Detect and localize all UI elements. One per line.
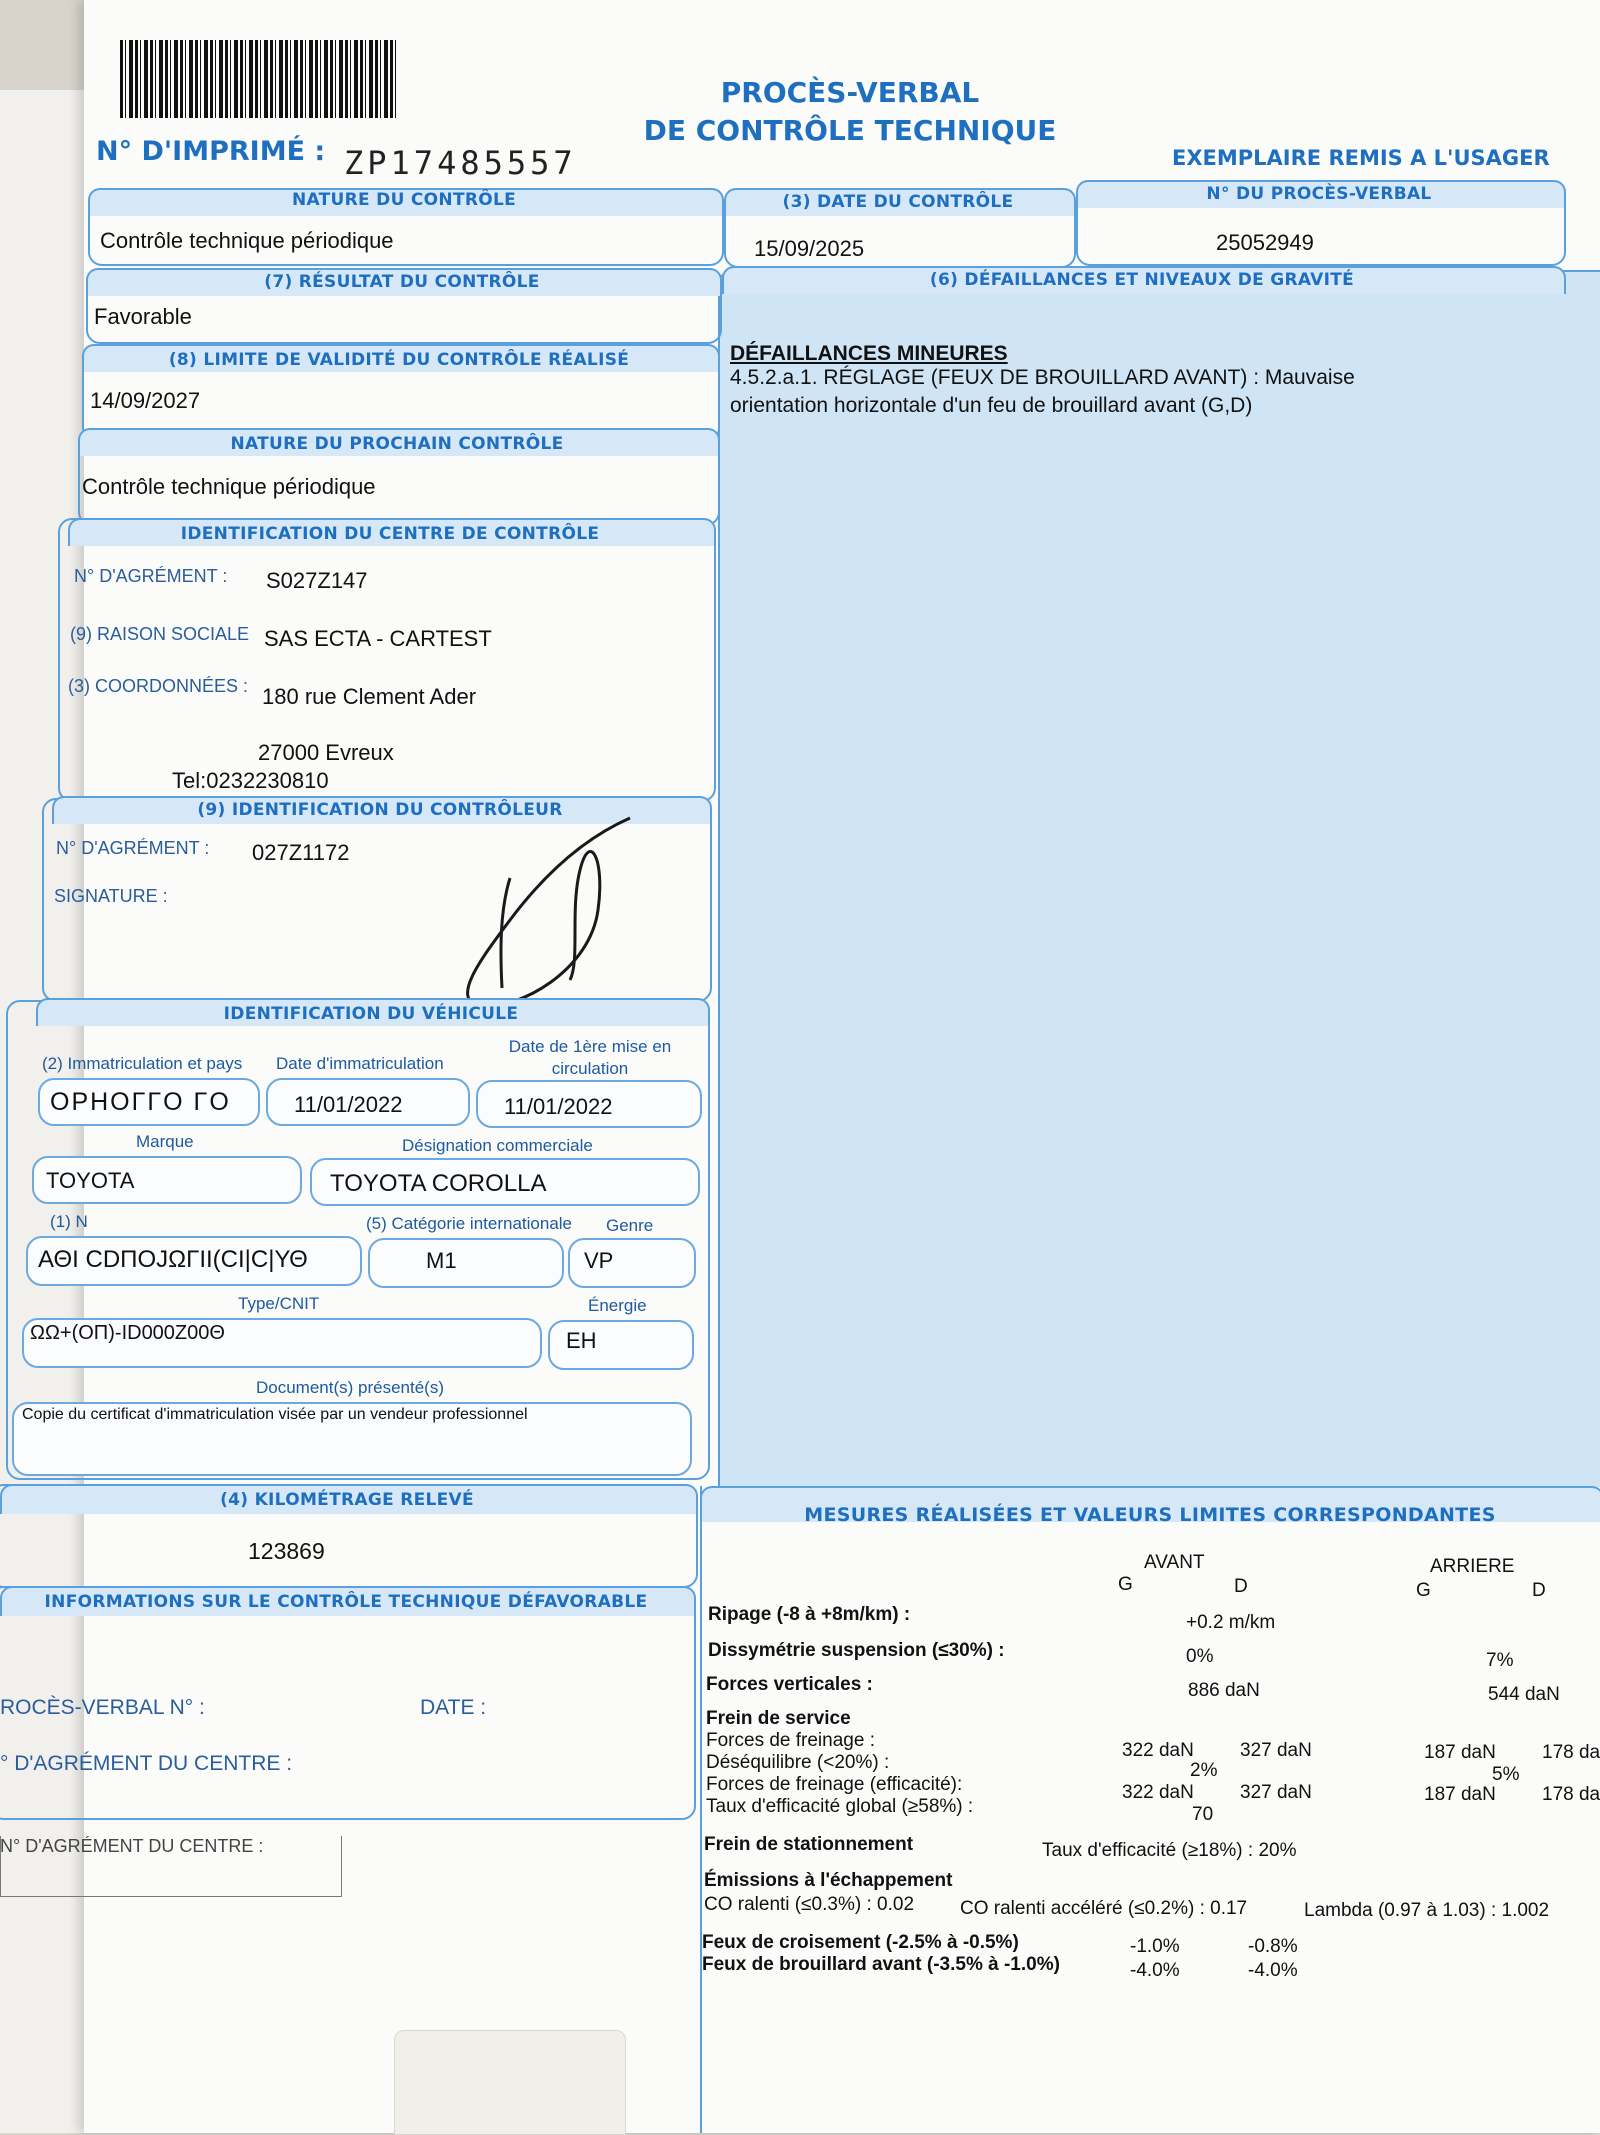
genre-value: VP: [584, 1248, 614, 1273]
nature-controle-value: Contrôle technique périodique: [100, 228, 394, 253]
resultat-label: (7) RÉSULTAT DU CONTRÔLE: [264, 272, 540, 292]
document-title-line1: PROCÈS-VERBAL: [720, 76, 980, 109]
date-immat-label: Date d'immatriculation: [276, 1054, 444, 1073]
controleur-agrement-label: N° D'AGRÉMENT :: [56, 838, 210, 858]
documents-value: Copie du certificat d'immatriculation visée par un vendeur professionnel: [22, 1406, 528, 1423]
kilometrage-label: (4) KILOMÉTRAGE RELEVÉ: [220, 1490, 474, 1510]
deseq-label: Déséquilibre (<20%) :: [706, 1752, 890, 1773]
ffe-arriere-d: 178 da: [1542, 1784, 1600, 1805]
centre-label: IDENTIFICATION DU CENTRE DE CONTRÔLE: [180, 524, 600, 544]
dissym-label: Dissymétrie suspension (≤30%) :: [708, 1640, 1005, 1661]
dissym-arriere: 7%: [1486, 1650, 1514, 1671]
ffe-avant-d: 327 daN: [1240, 1782, 1312, 1803]
taux-value: 70: [1192, 1804, 1214, 1825]
arriere-d-label: D: [1532, 1580, 1546, 1601]
avant-g-label: G: [1118, 1574, 1133, 1595]
date-controle-value: 15/09/2025: [754, 236, 865, 261]
mesures-label: MESURES RÉALISÉES ET VALEURS LIMITES CORRESPONDANTES: [804, 1504, 1496, 1526]
vin-label: (1) N: [50, 1212, 88, 1231]
co-ralenti: CO ralenti (≤0.3%) : 0.02: [704, 1894, 915, 1915]
designation-value: TOYOTA COROLLA: [330, 1170, 547, 1197]
defaillance-line2: orientation horizontale d'un feu de brouillard avant (G,D): [730, 394, 1253, 417]
defavorable-date-label: DATE :: [420, 1696, 487, 1719]
deseq-avant: 2%: [1190, 1760, 1218, 1781]
date-immat-value: 11/01/2022: [294, 1092, 403, 1117]
date-circ-label: Date de 1ère mise en circulation: [508, 1037, 672, 1078]
ffe-label: Forces de freinage (efficacité):: [706, 1774, 963, 1795]
defavorable-label: INFORMATIONS SUR LE CONTRÔLE TECHNIQUE DÉFAVORABLE: [44, 1592, 648, 1612]
controleur-agrement-value: 027Z1172: [252, 840, 350, 865]
address-line1: 180 rue Clement Ader: [262, 684, 477, 709]
taux-label: Taux d'efficacité global (≥58%) :: [706, 1796, 974, 1817]
address-line2: 27000 Evreux: [258, 740, 394, 765]
emissions-label: Émissions à l'échappement: [704, 1870, 953, 1891]
categorie-value: M1: [426, 1248, 457, 1273]
envelope-window: [394, 2030, 626, 2135]
defavorable-agrement-label: ° D'AGRÉMENT DU CENTRE :: [0, 1752, 293, 1775]
frein-service-label: Frein de service: [706, 1708, 851, 1729]
energie-value: EH: [566, 1328, 597, 1353]
ffe-arriere-g: 187 daN: [1424, 1784, 1496, 1805]
croisement-d: -0.8%: [1248, 1936, 1298, 1957]
limite-label: (8) LIMITE DE VALIDITÉ DU CONTRÔLE RÉALISÉ: [168, 350, 630, 370]
dissym-avant: 0%: [1186, 1646, 1214, 1667]
defaillances-heading: DÉFAILLANCES MINEURES: [730, 342, 1008, 365]
categorie-field: [368, 1238, 564, 1288]
co-accel: CO ralenti accéléré (≤0.2%) : 0.17: [960, 1898, 1248, 1919]
imprime-label: N° D'IMPRIMÉ :: [96, 136, 326, 167]
prochain-value: Contrôle technique périodique: [82, 474, 376, 499]
genre-label: Genre: [606, 1216, 654, 1235]
centre-agrement-value: S027Z147: [266, 568, 368, 593]
date-circ-value: 11/01/2022: [504, 1094, 613, 1119]
arriere-g-label: G: [1416, 1580, 1431, 1601]
limite-value: 14/09/2027: [90, 388, 201, 413]
defaillances-label: (6) DÉFAILLANCES ET NIVEAUX DE GRAVITÉ: [929, 270, 1355, 290]
vin-value: ΑΘΙ CDΠOJΩΓΙΙ(CΙ|C|ΥΘ: [38, 1246, 308, 1273]
forces-vert-avant: 886 daN: [1188, 1680, 1260, 1701]
type-value: ΩΩ+(ΟΠ)-ΙD000Z00Θ: [30, 1322, 225, 1344]
num-pv-label: N° DU PROCÈS-VERBAL: [1206, 184, 1432, 204]
ff-avant-g: 322 daN: [1122, 1740, 1194, 1761]
designation-label: Désignation commerciale: [402, 1136, 593, 1155]
brouillard-g: -4.0%: [1130, 1960, 1180, 1981]
immat-label: (2) Immatriculation et pays: [42, 1054, 243, 1073]
vehicule-label: IDENTIFICATION DU VÉHICULE: [223, 1004, 519, 1024]
document-title-line2: DE CONTRÔLE TECHNIQUE: [643, 114, 1057, 147]
type-label: Type/CNIT: [238, 1294, 320, 1313]
ff-arriere-g: 187 daN: [1424, 1742, 1496, 1763]
lambda-value: Lambda (0.97 à 1.03) : 1.002: [1304, 1900, 1550, 1921]
imprime-value: ZP17485557: [344, 144, 577, 182]
ripage-label: Ripage (-8 à +8m/km) :: [708, 1604, 911, 1625]
prochain-label: NATURE DU PROCHAIN CONTRÔLE: [230, 434, 564, 454]
signature-label: SIGNATURE :: [54, 886, 168, 906]
nature-controle-label: NATURE DU CONTRÔLE: [291, 190, 517, 210]
num-pv-value: 25052949: [1216, 230, 1314, 255]
marque-value: TOYOTA: [46, 1168, 135, 1193]
marque-label: Marque: [136, 1132, 194, 1151]
copy-note: EXEMPLAIRE REMIS A L'USAGER: [1172, 146, 1550, 170]
energie-label: Énergie: [588, 1296, 647, 1315]
kilometrage-value: 123869: [248, 1538, 325, 1564]
forces-vert-label: Forces verticales :: [706, 1674, 873, 1695]
brouillard-d: -4.0%: [1248, 1960, 1298, 1981]
deseq-arriere: 5%: [1492, 1764, 1520, 1785]
brouillard-label: Feux de brouillard avant (-3.5% à -1.0%): [702, 1954, 1060, 1975]
stationnement-value: Taux d'efficacité (≥18%) : 20%: [1042, 1840, 1297, 1861]
coordonnees-label: (3) COORDONNÉES :: [68, 676, 249, 696]
defavorable-pv-label: ROCÈS-VERBAL N° :: [0, 1696, 205, 1719]
croisement-g: -1.0%: [1130, 1936, 1180, 1957]
raison-sociale-value: SAS ECTA - CARTEST: [264, 626, 492, 651]
defaillance-line1: 4.5.2.a.1. RÉGLAGE (FEUX DE BROUILLARD AVANT) : Mauvaise: [730, 366, 1355, 389]
date-controle-label: (3) DATE DU CONTRÔLE: [782, 192, 1014, 212]
resultat-value: Favorable: [94, 304, 192, 329]
arriere-label: ARRIERE: [1430, 1556, 1515, 1577]
controleur-label: (9) IDENTIFICATION DU CONTRÔLEUR: [197, 800, 563, 820]
forces-vert-arriere: 544 daN: [1488, 1684, 1560, 1705]
lower-agrement-label: N° D'AGRÉMENT DU CENTRE :: [0, 1836, 264, 1856]
forces-freinage-label: Forces de freinage :: [706, 1730, 875, 1751]
ff-arriere-d: 178 da: [1542, 1742, 1600, 1763]
ff-avant-d: 327 daN: [1240, 1740, 1312, 1761]
ripage-value: +0.2 m/km: [1186, 1612, 1276, 1633]
centre-agrement-label: N° D'AGRÉMENT :: [74, 566, 228, 586]
croisement-label: Feux de croisement (-2.5% à -0.5%): [702, 1932, 1019, 1953]
defaillances-panel: [718, 270, 1600, 1487]
immat-value: ΟΡΗΟΓΓΟ ΓΟ: [50, 1088, 231, 1116]
categorie-label: (5) Catégorie internationale: [366, 1214, 573, 1233]
avant-d-label: D: [1234, 1576, 1248, 1597]
signature-icon: [440, 810, 640, 1010]
raison-sociale-label: (9) RAISON SOCIALE: [70, 624, 250, 644]
ffe-avant-g: 322 daN: [1122, 1782, 1194, 1803]
centre-tel: Tel:0232230810: [172, 768, 329, 793]
stationnement-label: Frein de stationnement: [704, 1834, 914, 1855]
avant-label: AVANT: [1144, 1552, 1205, 1573]
documents-label: Document(s) présenté(s): [256, 1378, 445, 1397]
barcode-icon: [120, 40, 398, 118]
